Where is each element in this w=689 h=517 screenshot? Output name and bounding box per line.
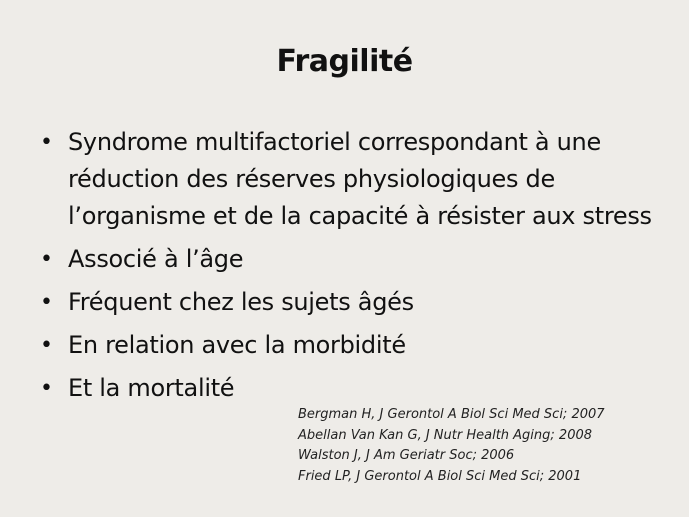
bullet-item (38, 241, 668, 278)
slide-title: Fragilité (276, 44, 413, 79)
bullet-item (38, 327, 668, 364)
bullet-text: Et la mortalité (68, 374, 235, 402)
bullet-dot-icon: • (40, 130, 53, 155)
bullet-text: Syndrome multifactoriel correspondant à une réduction des réserves physiologiques de l’organisme et de la capacité à résister aux stress (68, 128, 652, 230)
bullet-item (38, 124, 668, 235)
bullet-item (38, 370, 668, 407)
reference-line: Fried LP, J Gerontol A Biol Sci Med Sci; 2001 (298, 468, 582, 484)
bullet-item (38, 284, 668, 321)
bullet-dot-icon: • (40, 376, 53, 401)
bullet-list (38, 124, 668, 413)
bullet-dot-icon: • (40, 247, 53, 272)
reference-line: Abellan Van Kan G, J Nutr Health Aging; 2008 (298, 427, 593, 443)
bullet-text: Fréquent chez les sujets âgés (68, 288, 414, 316)
references-block (298, 405, 678, 487)
bullet-dot-icon: • (40, 290, 53, 315)
reference-line: Bergman H, J Gerontol A Biol Sci Med Sci; 2007 (298, 407, 605, 422)
bullet-dot-icon: • (40, 333, 53, 358)
bullet-text: En relation avec la morbidité (68, 331, 406, 359)
reference-line: Walston J, J Am Geriatr Soc; 2006 (298, 448, 515, 463)
bullet-text: Associé à l’âge (68, 245, 244, 273)
